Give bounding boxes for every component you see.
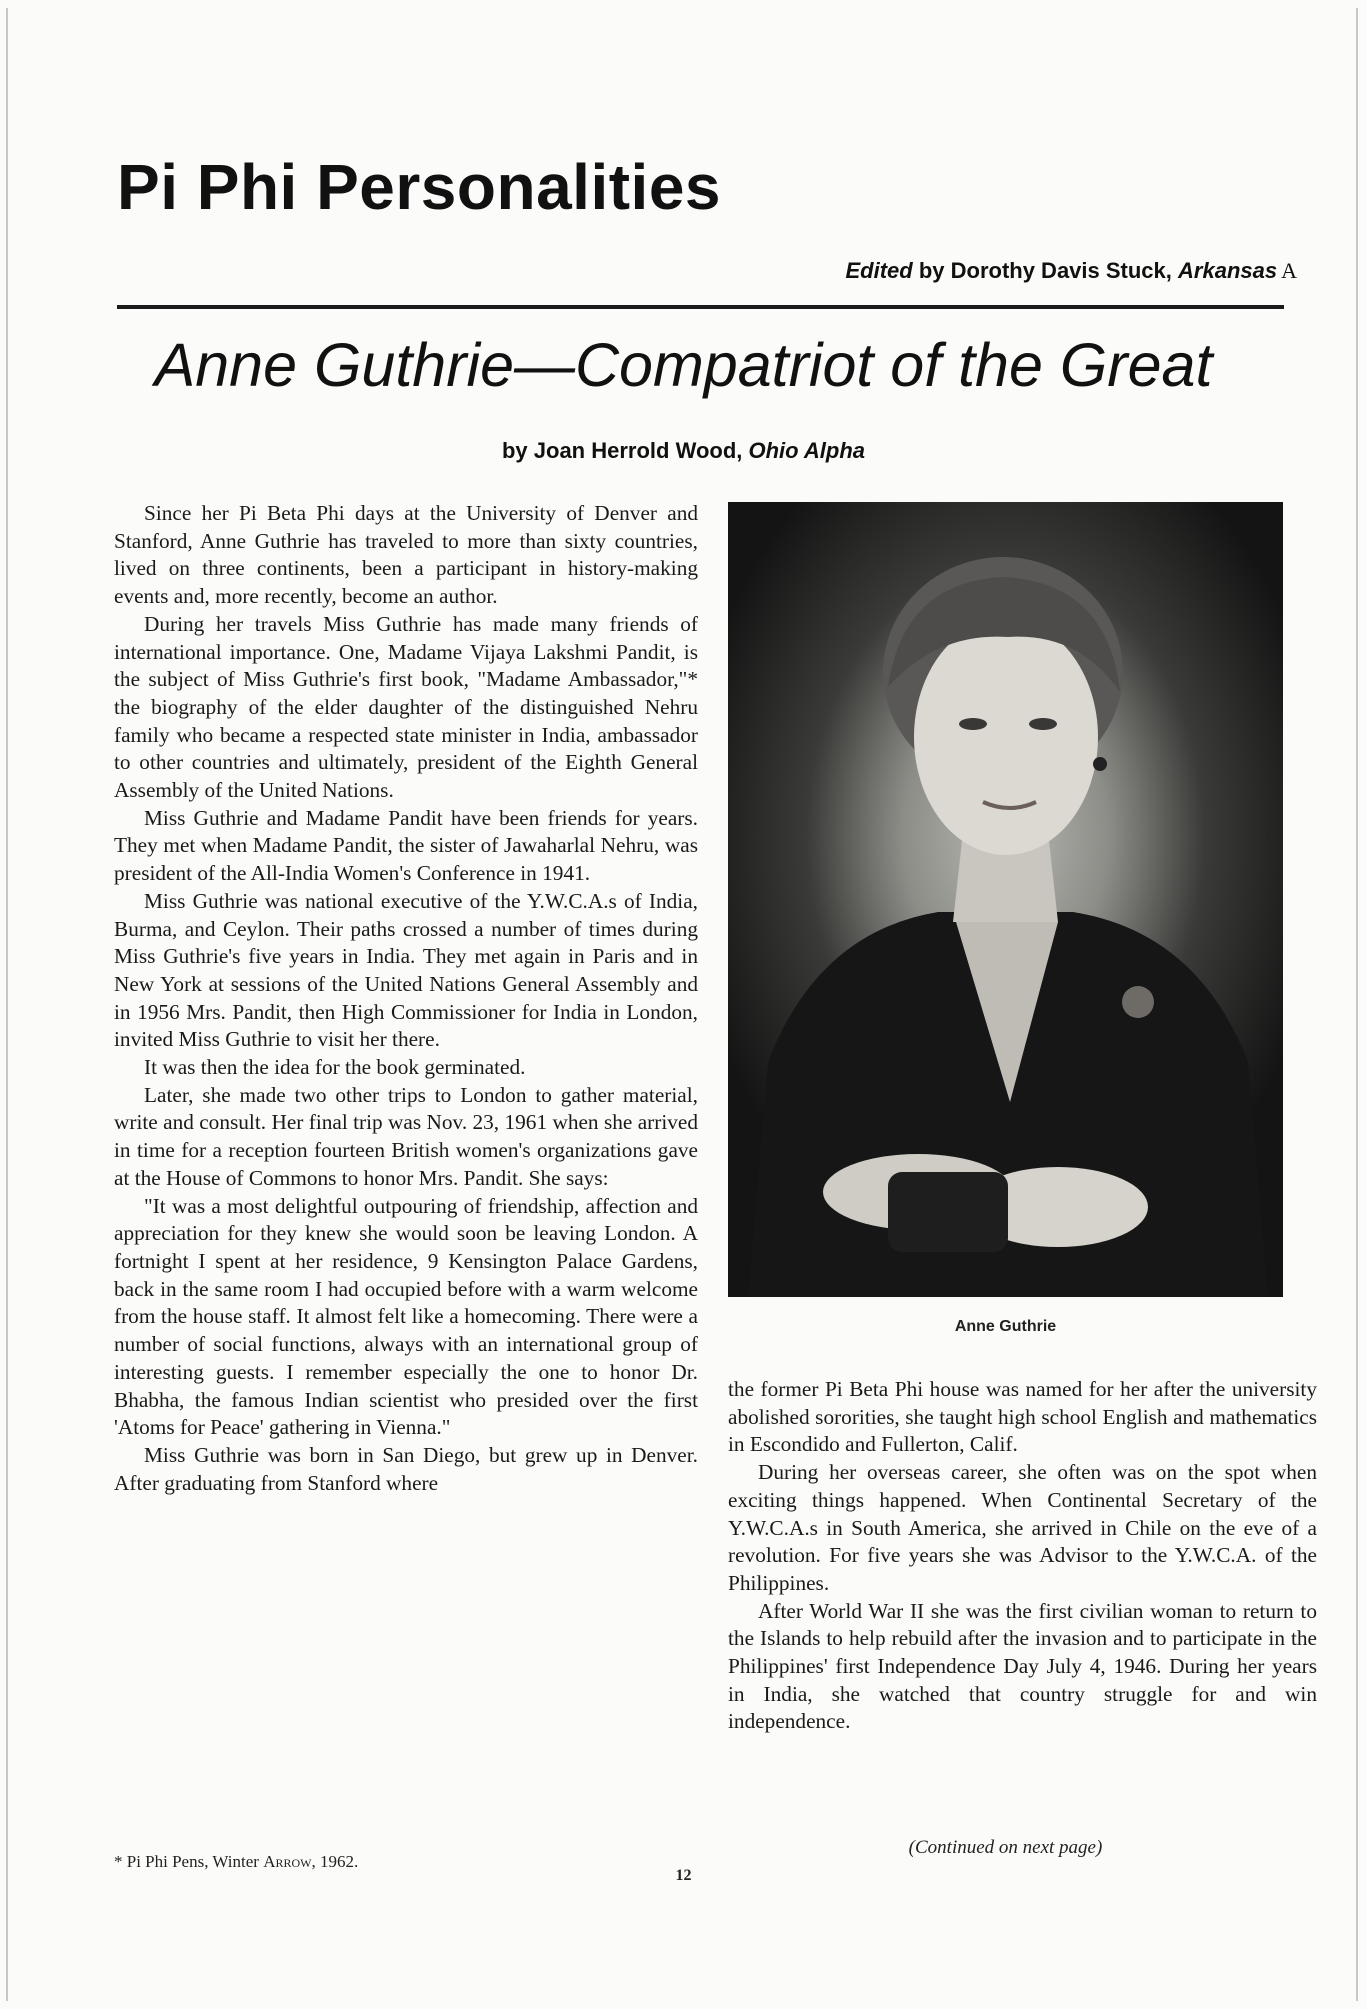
footnote-text: * Pi Phi Pens, Winter xyxy=(114,1852,259,1871)
footnote-year: , 1962. xyxy=(311,1852,359,1871)
header-rule xyxy=(117,305,1284,309)
portrait-illustration xyxy=(728,502,1283,1297)
paragraph: Miss Guthrie and Madame Pandit have been friends for years. They met when Madame Pandit, the sister of Jawaharlal Nehru, was president of the All-India Women's Conference in 1941. xyxy=(114,805,698,886)
paragraph: During her travels Miss Guthrie has made many friends of international importance. One, Madame Vijaya Lakshmi Pandit, is the subject of Miss Guthrie's first book, "Madame Ambassador,"* the biography of the elder daughter of the distinguished Nehru family who became a respected state minister in India, ambassador to other countries and ultimately, president of the Eighth General Assembly of the United Nations. xyxy=(114,611,698,803)
editor-chapter-letter: A xyxy=(1281,258,1297,283)
byline-chapter: Ohio Alpha xyxy=(748,438,866,463)
paragraph: Miss Guthrie was national executive of the Y.W.C.A.s of India, Burma, and Ceylon. Their paths crossed a number of times during Miss Guthrie's five years in India. They met again in Paris and in New York at sessions of the United Nations General Assembly and in 1956 Mrs. Pandit, then High Commissioner for India in London, invited Miss Guthrie to visit her there. xyxy=(114,888,698,1052)
editor-chapter: Arkansas xyxy=(1178,258,1278,283)
article-column-left xyxy=(114,500,698,1497)
continued-note: (Continued on next page) xyxy=(908,1837,1103,1858)
paragraph: It was then the idea for the book germinated. xyxy=(144,1055,526,1080)
editor-name: by Dorothy Davis Stuck, xyxy=(918,258,1172,283)
edited-label: Edited xyxy=(845,258,913,283)
byline xyxy=(0,438,1367,464)
paragraph: the former Pi Beta Phi house was named for her after the university abolished sororities, she taught high school English and mathematics in Escondido and Fullerton, Calif. xyxy=(728,1377,1317,1457)
paragraph: After World War II she was the first civilian woman to return to the Islands to help rebuild after the invasion and to participate in the Philippines' first Independence Day July 4, 1946. During her years in India, she watched that country struggle for and win independence. xyxy=(728,1598,1317,1734)
article-title: Anne Guthrie—Compatriot of the Great xyxy=(154,331,1213,399)
paragraph: Since her Pi Beta Phi days at the University of Denver and Stanford, Anne Guthrie has traveled to more than sixty countries, lived on three continents, been a participant in history-making events and, more recently, become an author. xyxy=(114,501,698,609)
page-number: 12 xyxy=(675,1867,692,1884)
footnote-journal: Arrow xyxy=(263,1852,312,1871)
photo-caption: Anne Guthrie xyxy=(954,1318,1057,1335)
paragraph: During her overseas career, she often was on the spot when exciting things happened. When Continental Secretary of the Y.W.C.A.s in South America, she arrived in Chile on the eve of a revolution. For five years she was Advisor to the Y.W.C.A. of the Philippines. xyxy=(728,1460,1317,1595)
paragraph: Later, she made two other trips to London to gather material, write and consult. Her final trip was Nov. 23, 1961 when she arrived in time for a reception fourteen British women's organizations gave at the House of Commons to honor Mrs. Pandit. She says: xyxy=(114,1082,698,1190)
section-title: Pi Phi Personalities xyxy=(117,151,721,223)
article-column-right xyxy=(728,1376,1317,1736)
paragraph: "It was a most delightful outpouring of friendship, affection and appreciation for they knew she would soon be leaving London. A fortnight I spent at her residence, 9 Kensington Palace Gardens, back in the same room I had occupied before with a warm welcome from the house staff. It almost felt like a homecoming. There were a number of social functions, always with an international group of interesting guests. I remember especially the one to honor Dr. Bhabha, the famous Indian scientist who presided over the first 'Atoms for Peace' gathering in Vienna." xyxy=(114,1193,698,1440)
portrait-photo xyxy=(728,502,1283,1297)
paragraph: Miss Guthrie was born in San Diego, but grew up in Denver. After graduating from Stanford where xyxy=(114,1442,698,1495)
byline-author: by Joan Herrold Wood, xyxy=(501,438,743,463)
editor-credit xyxy=(845,258,1297,284)
